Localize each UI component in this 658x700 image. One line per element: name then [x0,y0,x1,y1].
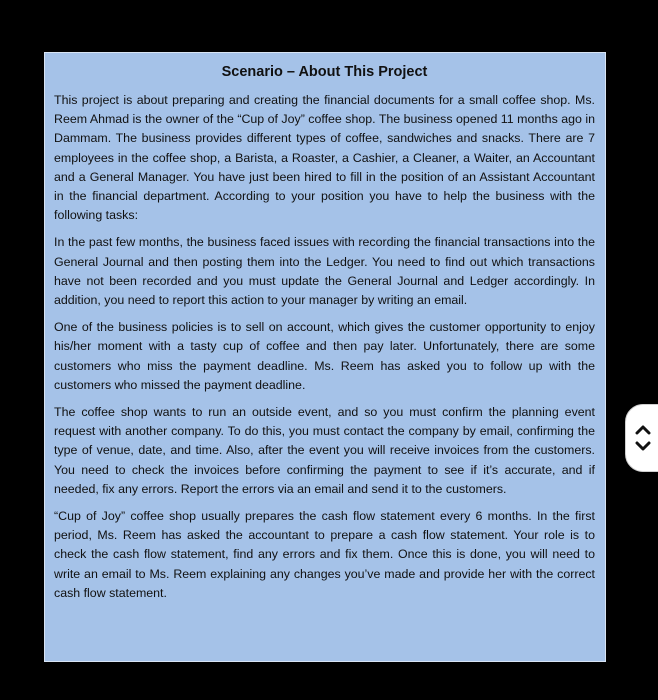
scenario-document [44,52,606,662]
scroll-navigation-button[interactable] [625,404,658,472]
paragraph-payment-deadline: One of the business policies is to sell on account, which gives the customer opportunity to enjoy his/her moment with a tasty cup of coffee and then pay later. Unfortunately, there are some customers who miss the payment deadline. Ms. Reem has asked you to follow up with the customers who missed the payment deadline. [54,320,595,392]
paragraph-journal-ledger: In the past few months, the business faced issues with recording the financial transactions into the General Journal and then posting them into the Ledger. You need to find out which transactions have not been recorded and you must update the General Journal and Ledger accordingly. In addition, you need to report this action to your manager by writing an email. [54,235,595,308]
paragraph-intro: This project is about preparing and creating the financial documents for a small coffee shop. Ms. Reem Ahmad is the owner of the “Cup of Joy” coffee shop. The business opened 11 months ago in Dammam. The business provides different types of coffee, sandwiches and snacks. There are 7 employees in the coffee shop, a Barista, a Roaster, a Cashier, a Cleaner, a Waiter, an Accountant and a General Manager. You have just been hired to fill in the position of an Assistant Accountant in the financial department. According to your position you have to help the business with the following tasks: [54,93,595,223]
document-title: Scenario – About This Project [221,64,428,80]
paragraph-outside-event: The coffee shop wants to run an outside event, and so you must confirm the planning event request with another company. To do this, you must contact the company by email, confirming the type of venue, date, and time. Also, after the event you will receive invoices from the customers. You need to check the invoices before confirming the payment to see if it’s accurate, and if needed, fix any errors. Report the errors via an email and send it to the customers. [54,405,595,496]
chevron-up-icon[interactable] [635,425,651,435]
chevron-down-icon[interactable] [635,441,651,451]
paragraph-cash-flow: “Cup of Joy” coffee shop usually prepares the cash flow statement every 6 months. In the first period, Ms. Reem has asked the accountant to prepare a cash flow statement. Your role is to check the cash flow statement, find any errors and fix them. Once this is done, you will need to write an email to Ms. Reem explaining any changes you’ve made and provide her with the correct cash flow statement. [54,509,595,600]
